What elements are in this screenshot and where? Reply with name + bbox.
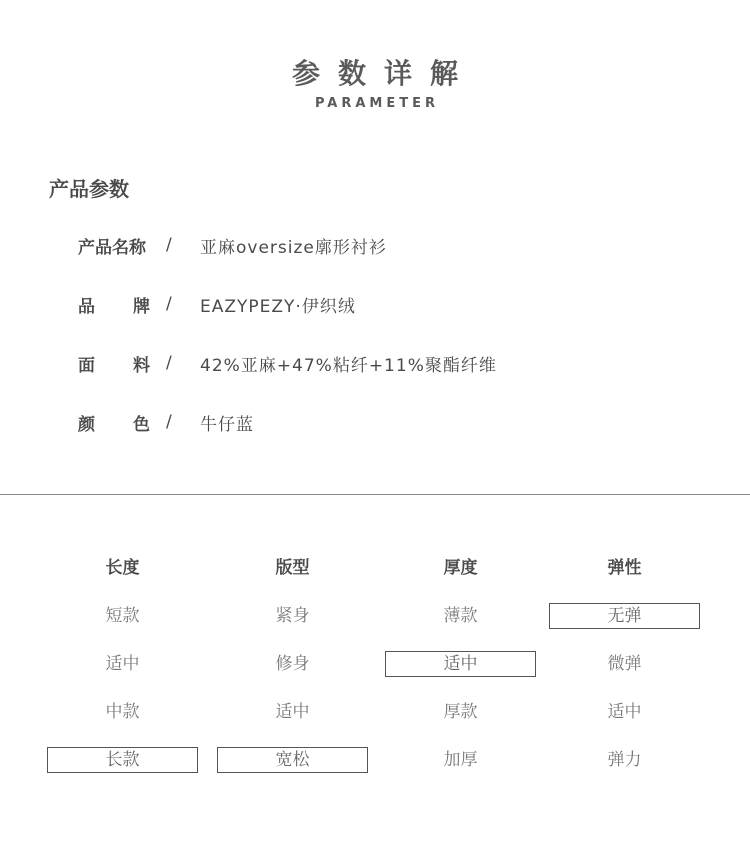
attribute-heading: 版型 <box>275 558 310 578</box>
param-row-fabric <box>78 351 497 375</box>
attribute-heading: 弹性 <box>607 558 642 578</box>
attribute-option: 微弹 <box>607 654 642 674</box>
attribute-option: 短款 <box>105 606 140 626</box>
attribute-option: 紧身 <box>275 606 310 626</box>
param-label-text: 色 <box>133 414 150 435</box>
attribute-option: 厚款 <box>443 702 478 722</box>
param-label-text: 牌 <box>133 296 150 317</box>
attribute-option: 薄款 <box>443 606 478 626</box>
param-label <box>78 233 150 258</box>
param-label <box>78 410 150 435</box>
param-value: 42%亚麻+47%粘纤+11%聚酯纤维 <box>200 355 497 376</box>
param-separator: / <box>166 235 172 255</box>
attribute-column-length <box>47 555 198 773</box>
attribute-column-thickness <box>385 555 536 773</box>
attribute-option: 适中 <box>607 702 642 722</box>
param-separator: / <box>166 353 172 373</box>
param-value: 亚麻oversize廓形衬衫 <box>200 237 387 258</box>
attribute-column-fit <box>217 555 368 773</box>
attribute-option: 适中 <box>105 654 140 674</box>
page-subtitle: PARAMETER <box>314 96 440 111</box>
param-label-text: 产品名称 <box>78 237 146 258</box>
param-separator: / <box>166 294 172 314</box>
attribute-option: 适中 <box>385 651 536 677</box>
attribute-heading: 厚度 <box>443 558 478 578</box>
section-heading-product: 产品参数 <box>49 177 129 201</box>
param-row-name <box>78 233 387 257</box>
attribute-column-elasticity <box>549 555 700 773</box>
param-label-text: 面 <box>78 355 95 376</box>
attribute-heading: 长度 <box>105 558 140 578</box>
attribute-option: 宽松 <box>217 747 368 773</box>
param-value: 牛仔蓝 <box>200 414 254 435</box>
attribute-option: 弹力 <box>607 750 642 770</box>
param-label <box>78 292 150 317</box>
param-row-brand <box>78 292 356 316</box>
attribute-option: 修身 <box>275 654 310 674</box>
page-title: 参数详解 <box>291 57 476 90</box>
attribute-option: 适中 <box>275 702 310 722</box>
attribute-option: 加厚 <box>443 750 478 770</box>
param-separator: / <box>166 412 172 432</box>
attribute-option: 无弹 <box>549 603 700 629</box>
param-label-text: 料 <box>133 355 150 376</box>
param-label <box>78 351 150 376</box>
attribute-option: 长款 <box>47 747 198 773</box>
section-divider <box>0 494 750 495</box>
param-row-color <box>78 410 254 434</box>
attribute-option: 中款 <box>105 702 140 722</box>
param-label-text: 颜 <box>78 414 95 435</box>
param-value: EAZYPEZY·伊织绒 <box>200 296 356 317</box>
param-label-text: 品 <box>78 296 95 317</box>
